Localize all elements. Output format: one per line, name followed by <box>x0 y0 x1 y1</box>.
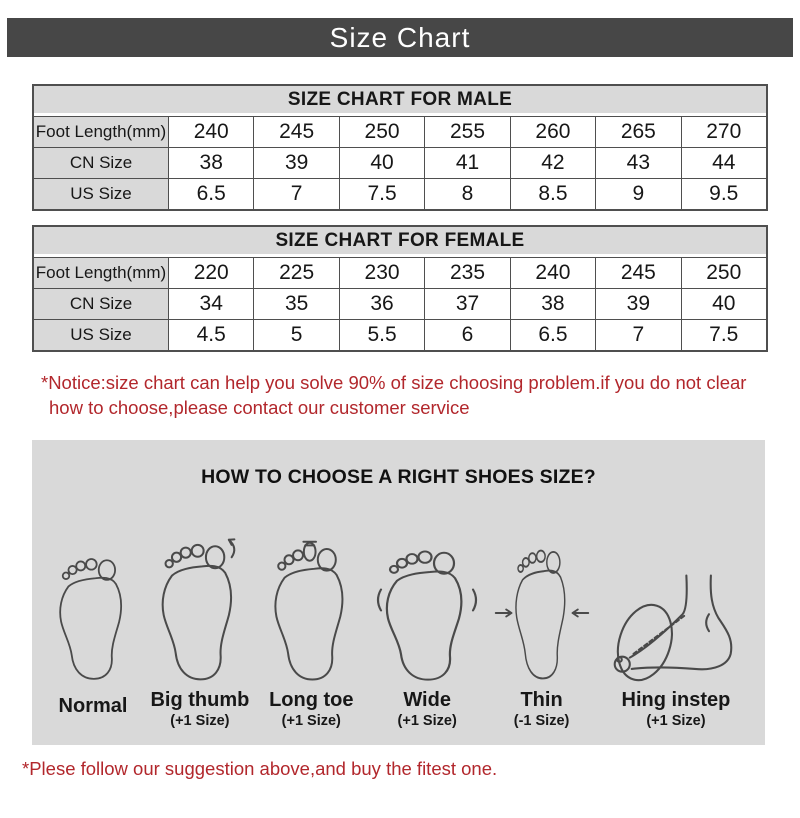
table-cell: 34 <box>168 288 253 319</box>
row-label-cell: CN Size <box>34 288 168 319</box>
foot-item-name: Normal <box>58 695 128 718</box>
table-cell: 7 <box>595 319 680 350</box>
female-size-table <box>32 225 768 352</box>
table-cell: 41 <box>424 147 509 178</box>
table-cell: 39 <box>253 147 338 178</box>
row-label-cell: US Size <box>34 178 168 209</box>
male-table-grid <box>34 116 766 209</box>
foot-high-instep-illustration <box>601 552 751 684</box>
female-table-grid <box>34 257 766 350</box>
row-label-cell: Foot Length(mm) <box>34 116 168 147</box>
foot-guide-item-normal <box>48 551 138 731</box>
table-cell: 260 <box>510 116 595 147</box>
table-cell: 8.5 <box>510 178 595 209</box>
table-cell: 245 <box>253 116 338 147</box>
table-cell: 4.5 <box>168 319 253 350</box>
table-cell: 39 <box>595 288 680 319</box>
table-cell: 9.5 <box>681 178 766 209</box>
foot-big-thumb-illustration <box>149 537 250 684</box>
table-cell: 42 <box>510 147 595 178</box>
foot-item-name: Hing instep <box>621 689 731 712</box>
table-cell: 44 <box>681 147 766 178</box>
footer-note: *Plese follow our suggestion above,and buy the fitest one. <box>22 758 498 780</box>
page-title: Size Chart <box>329 21 471 53</box>
table-cell: 36 <box>339 288 424 319</box>
male-table-title: SIZE CHART FOR MALE <box>34 86 766 116</box>
table-cell: 5 <box>253 319 338 350</box>
foot-item-note: (+1 Size) <box>281 713 341 730</box>
table-cell: 5.5 <box>339 319 424 350</box>
table-cell: 250 <box>339 116 424 147</box>
guide-title: HOW TO CHOOSE A RIGHT SHOES SIZE? <box>201 466 596 489</box>
foot-item-note: (+1 Size) <box>397 713 457 730</box>
foot-guide-item-wide <box>372 544 482 731</box>
title-bar <box>7 18 793 57</box>
how-to-choose-panel <box>32 440 765 745</box>
table-cell: 245 <box>595 257 680 288</box>
foot-normal-illustration <box>48 551 138 684</box>
row-label-cell: Foot Length(mm) <box>34 257 168 288</box>
table-cell: 37 <box>424 288 509 319</box>
foot-thin-illustration <box>494 542 590 684</box>
foot-item-name: Thin <box>520 689 563 712</box>
foot-guide-item-thin <box>494 542 590 731</box>
row-label-cell: CN Size <box>34 147 168 178</box>
table-cell: 240 <box>510 257 595 288</box>
table-cell: 270 <box>681 116 766 147</box>
male-size-table <box>32 84 768 211</box>
table-cell: 7.5 <box>681 319 766 350</box>
feet-illustrations-row <box>32 489 765 745</box>
foot-item-name: Long toe <box>269 689 354 712</box>
notice-line-2: how to choose,please contact our customer service <box>49 396 470 418</box>
table-cell: 255 <box>424 116 509 147</box>
table-cell: 6 <box>424 319 509 350</box>
foot-item-name: Big thumb <box>150 689 250 712</box>
notice-line-1: *Notice:size chart can help you solve 90% of size choosing problem.if you do not clear <box>41 372 747 393</box>
table-cell: 40 <box>681 288 766 319</box>
table-cell: 235 <box>424 257 509 288</box>
foot-item-name: Wide <box>403 689 451 712</box>
table-cell: 9 <box>595 178 680 209</box>
foot-item-note: (-1 Size) <box>513 713 570 730</box>
row-label-cell: US Size <box>34 319 168 350</box>
foot-guide-item-big-thumb <box>149 537 250 731</box>
table-cell: 225 <box>253 257 338 288</box>
size-notice <box>41 371 772 420</box>
table-cell: 230 <box>339 257 424 288</box>
foot-item-note: (+1 Size) <box>170 713 230 730</box>
table-cell: 8 <box>424 178 509 209</box>
table-cell: 38 <box>168 147 253 178</box>
table-cell: 35 <box>253 288 338 319</box>
foot-wide-illustration <box>372 544 482 684</box>
table-cell: 38 <box>510 288 595 319</box>
table-cell: 7.5 <box>339 178 424 209</box>
table-cell: 250 <box>681 257 766 288</box>
foot-item-note: (+1 Size) <box>646 713 706 730</box>
foot-guide-item-long-toe <box>262 540 361 731</box>
female-table-title: SIZE CHART FOR FEMALE <box>34 227 766 257</box>
table-cell: 40 <box>339 147 424 178</box>
table-cell: 240 <box>168 116 253 147</box>
table-cell: 6.5 <box>168 178 253 209</box>
table-cell: 7 <box>253 178 338 209</box>
table-cell: 220 <box>168 257 253 288</box>
table-cell: 265 <box>595 116 680 147</box>
table-cell: 43 <box>595 147 680 178</box>
foot-long-toe-illustration <box>262 540 361 684</box>
table-cell: 6.5 <box>510 319 595 350</box>
foot-guide-item-hing-instep <box>601 552 751 731</box>
